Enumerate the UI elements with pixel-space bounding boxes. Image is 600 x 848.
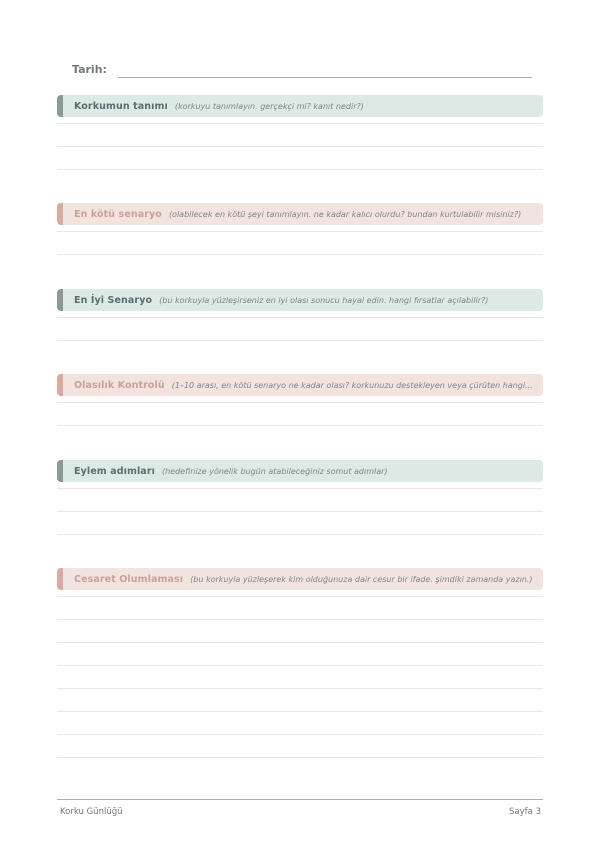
- writing-line[interactable]: [57, 734, 543, 735]
- writing-line[interactable]: [57, 757, 543, 758]
- writing-line[interactable]: [57, 146, 543, 147]
- section-header-probability-check: [57, 374, 543, 396]
- section-header-action-steps: [57, 460, 543, 482]
- section-accent-bar: [57, 203, 63, 225]
- section-hint: (hedefinize yönelik bugün atabileceğiniz somut adımlar): [161, 466, 388, 476]
- section-header-worst-case: [57, 203, 543, 225]
- writing-line[interactable]: [57, 688, 543, 689]
- section-accent-bar: [57, 289, 63, 311]
- writing-line[interactable]: [57, 596, 543, 597]
- footer-page-number: Sayfa 3: [509, 807, 541, 817]
- date-row: [72, 63, 532, 79]
- date-input-line[interactable]: [118, 77, 532, 78]
- section-hint: (bu korkuyla yüzleşerek kim olduğunuza dair cesur bir ifade. şimdiki zamanda yazın.): [190, 574, 533, 584]
- writing-line[interactable]: [57, 642, 543, 643]
- section-hint: (bu korkuyla yüzleşirseniz en iyi olası sonucu hayal edin. hangi fırsatlar açılabilir?): [159, 295, 489, 305]
- footer-journal-title: Korku Günlüğü: [60, 807, 123, 817]
- writing-line[interactable]: [57, 425, 543, 426]
- section-accent-bar: [57, 568, 63, 590]
- section-title: Korkumun tanımı: [74, 100, 168, 112]
- footer-divider: [57, 799, 543, 800]
- writing-line[interactable]: [57, 619, 543, 620]
- section-accent-bar: [57, 460, 63, 482]
- section-title: En kötü senaryo: [74, 208, 162, 220]
- writing-line[interactable]: [57, 488, 543, 489]
- section-header-best-case: [57, 289, 543, 311]
- writing-line[interactable]: [57, 402, 543, 403]
- writing-line[interactable]: [57, 169, 543, 170]
- writing-line[interactable]: [57, 711, 543, 712]
- section-hint: (korkuyu tanımlayın. gerçekçi mi? kanıt nedir?): [174, 101, 364, 111]
- writing-line[interactable]: [57, 123, 543, 124]
- section-hint: (olabilecek en kötü şeyi tanımlayın. ne kadar kalıcı olurdu? bundan kurtulabilir misiniz?): [168, 209, 522, 219]
- writing-line[interactable]: [57, 231, 543, 232]
- section-title: Eylem adımları: [74, 465, 155, 477]
- writing-line[interactable]: [57, 534, 543, 535]
- writing-line[interactable]: [57, 340, 543, 341]
- section-title: Cesaret Olumlaması: [74, 573, 184, 585]
- section-header-courage-affirmation: [57, 568, 543, 590]
- writing-line[interactable]: [57, 665, 543, 666]
- section-hint: (1–10 arası, en kötü senaryo ne kadar olası? korkunuzu destekleyen veya çürüten hangi...: [171, 380, 533, 390]
- section-title: En İyi Senaryo: [74, 294, 153, 306]
- writing-line[interactable]: [57, 317, 543, 318]
- section-accent-bar: [57, 95, 63, 117]
- section-header-fear-definition: [57, 95, 543, 117]
- section-accent-bar: [57, 374, 63, 396]
- writing-line[interactable]: [57, 254, 543, 255]
- writing-line[interactable]: [57, 511, 543, 512]
- date-label: Tarih:: [72, 63, 107, 76]
- section-title: Olasılık Kontrolü: [74, 379, 165, 391]
